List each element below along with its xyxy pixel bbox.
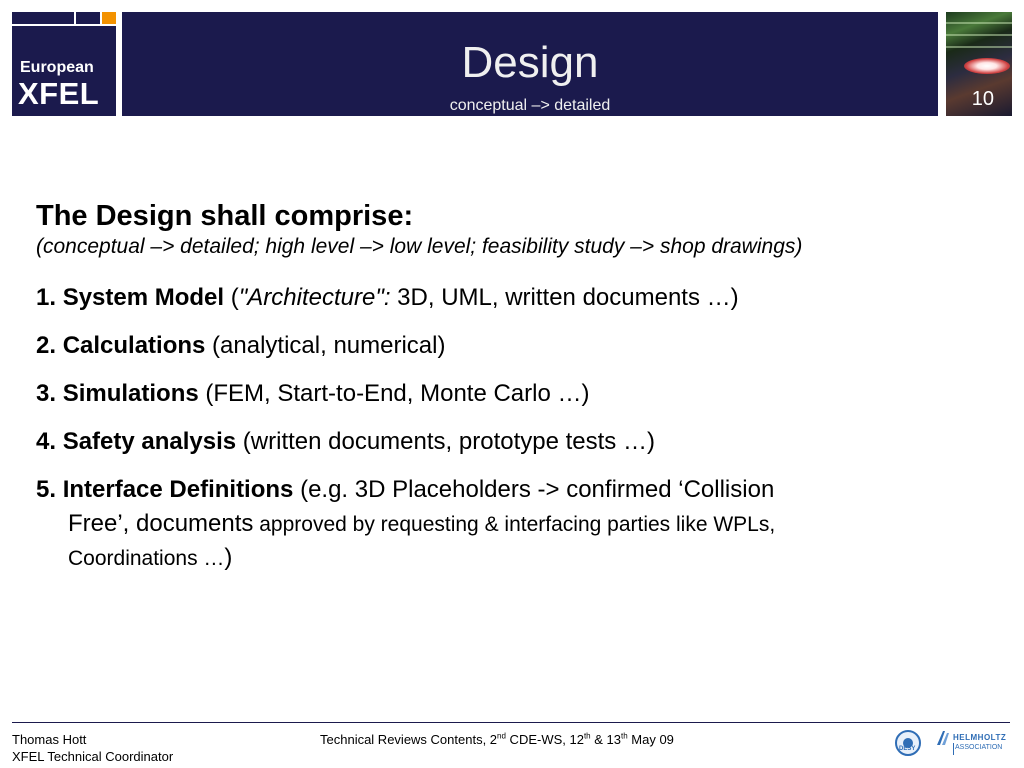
content-heading: The Design shall comprise: [36,200,414,232]
helmholtz-divider [953,743,954,755]
slide-content [36,198,996,571]
item-text: (written documents, prototype tests …) [236,428,655,455]
logo-square-1 [12,12,74,24]
event-text: May 09 [627,732,674,747]
footer-divider [12,722,1010,723]
item-title: Interface Definitions [62,476,294,503]
event-sup: th [583,731,591,741]
helmholtz-logo-subtext: ASSOCIATION [955,744,1003,751]
item-title: System Model [62,284,225,311]
logo-square-orange [102,12,116,24]
logo-square-2 [76,12,100,24]
item-text: (e.g. 3D Placeholders -> confirmed ‘Collision [293,476,775,503]
header-photo [946,12,1012,116]
event-text: CDE-WS, 12 [505,732,584,747]
item-number: 1. [36,284,57,311]
item-title: Calculations [62,332,206,359]
list-item-system-model [36,283,739,313]
item-text: (FEM, Start-to-End, Monte Carlo …) [198,380,590,407]
logo-text-xfel: XFEL [18,76,100,111]
event-text: Technical Reviews Contents, 2 [320,732,498,747]
light-glow [964,58,1010,74]
item-title: Safety analysis [62,428,237,455]
logo-text-european: European [20,59,94,76]
event-sup: th [620,731,628,741]
footer-event [320,731,674,748]
item-number: 3. [36,380,57,407]
item-italic: "Architecture": [238,284,391,311]
event-text: & 13 [590,732,621,747]
item-text: 3D, UML, written documents …) [390,284,739,311]
list-item-simulations [36,379,589,409]
item-title: Simulations [62,380,199,407]
item-number: 4. [36,428,57,455]
slide-number: 10 [971,88,994,110]
event-sup: nd [497,731,506,741]
list-item-calculations [36,331,445,361]
item-number: 2. [36,332,57,359]
desy-logo [895,730,921,756]
item-text: ) [224,544,233,571]
item-text: Free’, documents [68,510,254,537]
slide-title: Design [461,38,599,87]
european-xfel-logo [12,12,116,116]
list-item-continuation-1 [68,509,775,540]
list-item-safety-analysis [36,427,655,457]
item-text-small: approved by requesting & interfacing parties like WPLs, [253,513,776,536]
desy-logo-text: DESY [899,746,916,752]
item-text-small: Coordinations … [68,547,225,570]
list-item-interface-definitions [36,475,774,505]
helmholtz-logo-text: HELMHOLTZ [953,733,1007,742]
item-number: 5. [36,476,57,503]
slide-subtitle: conceptual –> detailed [449,97,611,114]
footer-author: Thomas Hott [12,732,87,747]
title-bar [122,12,938,116]
item-open-paren: ( [224,284,239,311]
item-text: (analytical, numerical) [205,332,446,359]
list-item-continuation-2 [68,543,232,574]
footer-role: XFEL Technical Coordinator [12,749,174,764]
helmholtz-icon [935,729,951,747]
content-subheading: (conceptual –> detailed; high level –> low level; feasibility study –> shop drawings) [36,235,803,258]
